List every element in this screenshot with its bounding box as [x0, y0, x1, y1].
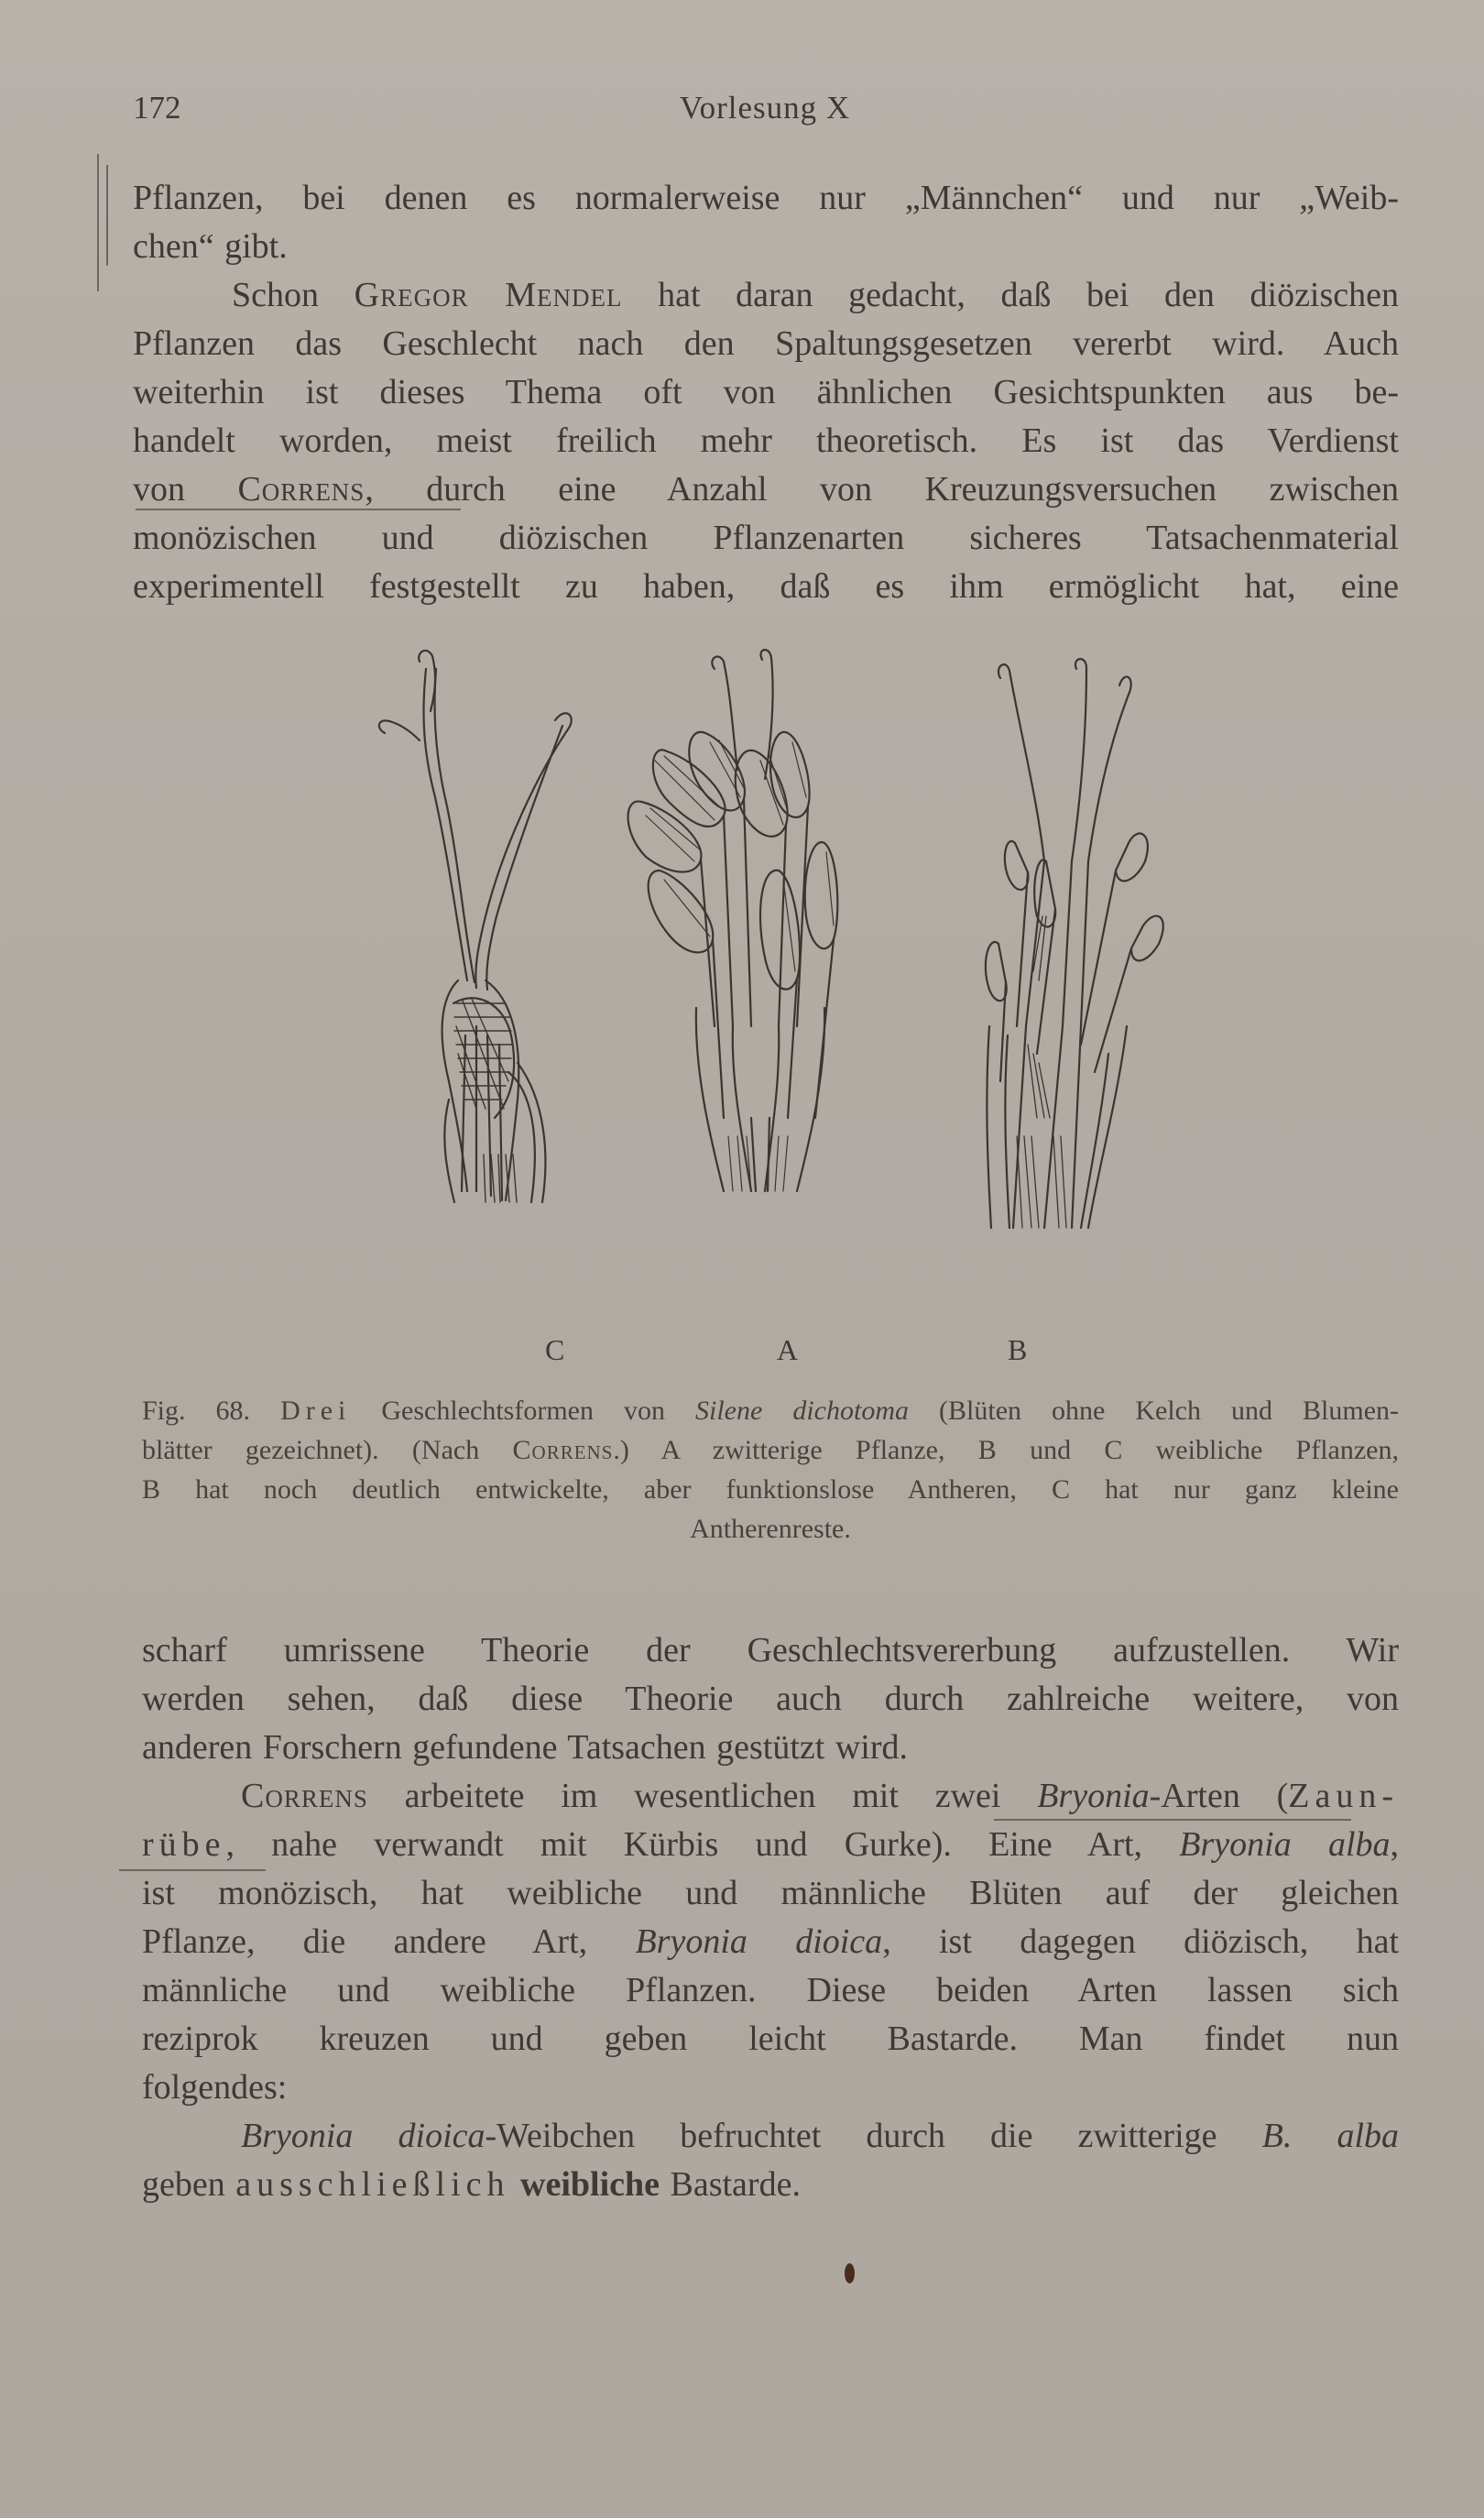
text-line: Bryonia dioica-Weibchen befruchtet durch die zwitterige B. alba: [241, 2117, 1400, 2155]
text-line: werden sehen, daß diese Theorie auch durch zahlreiche weitere, von: [142, 1680, 1399, 1718]
text-line: anderen Forschern gefundene Tatsachen gestützt wird.: [142, 1728, 908, 1767]
caption-line: Antherenreste.: [690, 1514, 851, 1544]
text-line: monözischen und diözischen Pflanzenarten sicheres Tatsachenmaterial: [133, 519, 1399, 557]
text-line: Pflanzen, bei denen es normalerweise nur „Männchen“ und nur „Weib-: [133, 179, 1399, 217]
flower-b-drawing: [986, 659, 1163, 1228]
margin-pencil-marks: [97, 154, 115, 291]
text-line: rübe, nahe verwandt mit Kürbis und Gurke). Eine Art, Bryonia alba,: [142, 1825, 1400, 1864]
bottom-paragraphs: [142, 1626, 1399, 2209]
page-header: [133, 90, 1397, 136]
author-name: Correns: [237, 470, 366, 509]
text-line: scharf umrissene Theorie der Geschlechtsvererbung aufzustellen. Wir: [142, 1631, 1399, 1670]
label-b: B: [1008, 1333, 1028, 1366]
text-line: Pflanze, die andere Art, Bryonia dioica, ist dagegen diözisch, hat: [142, 1922, 1400, 1961]
pencil-underline: [136, 509, 461, 510]
figure-caption: [142, 1391, 1399, 1549]
top-paragraphs: [133, 174, 1399, 611]
page-number: 172: [133, 90, 181, 126]
flower-c-drawing: [379, 651, 572, 1202]
pencil-underline: [119, 1869, 266, 1871]
figure-silene-flowers: [348, 641, 1191, 1374]
text-line: weiterhin ist dieses Thema oft von ähnlichen Gesichtspunkten aus be-: [133, 373, 1399, 411]
flower-a-drawing: [628, 650, 838, 1191]
text-line: Schon Gregor Mendel hat daran gedacht, daß bei den diözischen: [232, 276, 1400, 314]
text-line: Pflanzen das Geschlecht nach den Spaltungsgesetzen vererbt wird. Auch: [133, 324, 1399, 363]
pencil-underline: [994, 1819, 1351, 1821]
author-name: Correns: [241, 1777, 368, 1815]
text-line: handelt worden, meist freilich mehr theoretisch. Es ist das Verdienst: [133, 421, 1399, 460]
text-line: chen“ gibt.: [133, 227, 288, 266]
text-line: geben ausschließlich weibliche Bastarde.: [142, 2165, 801, 2204]
caption-line: blätter gezeichnet). (Nach Correns.) A zwitterige Pflanze, B und C weibliche Pflanzen,: [142, 1435, 1399, 1465]
running-head: Vorlesung X: [679, 90, 851, 126]
species-name: Silene dichotoma: [695, 1396, 909, 1426]
text-line: Correns arbeitete im wesentlichen mit zwei Bryonia-Arten (Zaun-: [241, 1777, 1399, 1815]
label-a: A: [777, 1333, 799, 1366]
text-line: ist monözisch, hat weibliche und männliche Blüten auf der gleichen: [142, 1874, 1399, 1912]
label-c: C: [545, 1333, 565, 1366]
author-name: Gregor Mendel: [354, 276, 623, 314]
text-line: folgendes:: [142, 2068, 288, 2107]
text-line: experimentell festgestellt zu haben, daß es ihm ermöglicht hat, eine: [133, 567, 1399, 606]
text-line: reziprok kreuzen und geben leicht Bastarde. Man findet nun: [142, 2020, 1399, 2058]
text-line: von Correns, durch eine Anzahl von Kreuzungsversuchen zwischen: [133, 470, 1399, 509]
flower-drawing: [348, 641, 1191, 1374]
caption-line: Fig. 68. Drei Geschlechtsformen von Silene dichotoma (Blüten ohne Kelch und Blumen-: [142, 1396, 1400, 1426]
text-line: männliche und weibliche Pflanzen. Diese beiden Arten lassen sich: [142, 1971, 1399, 2009]
caption-line: B hat noch deutlich entwickelte, aber funktionslose Antheren, C hat nur ganz kleine: [142, 1474, 1399, 1505]
ink-spot: [845, 2263, 855, 2283]
